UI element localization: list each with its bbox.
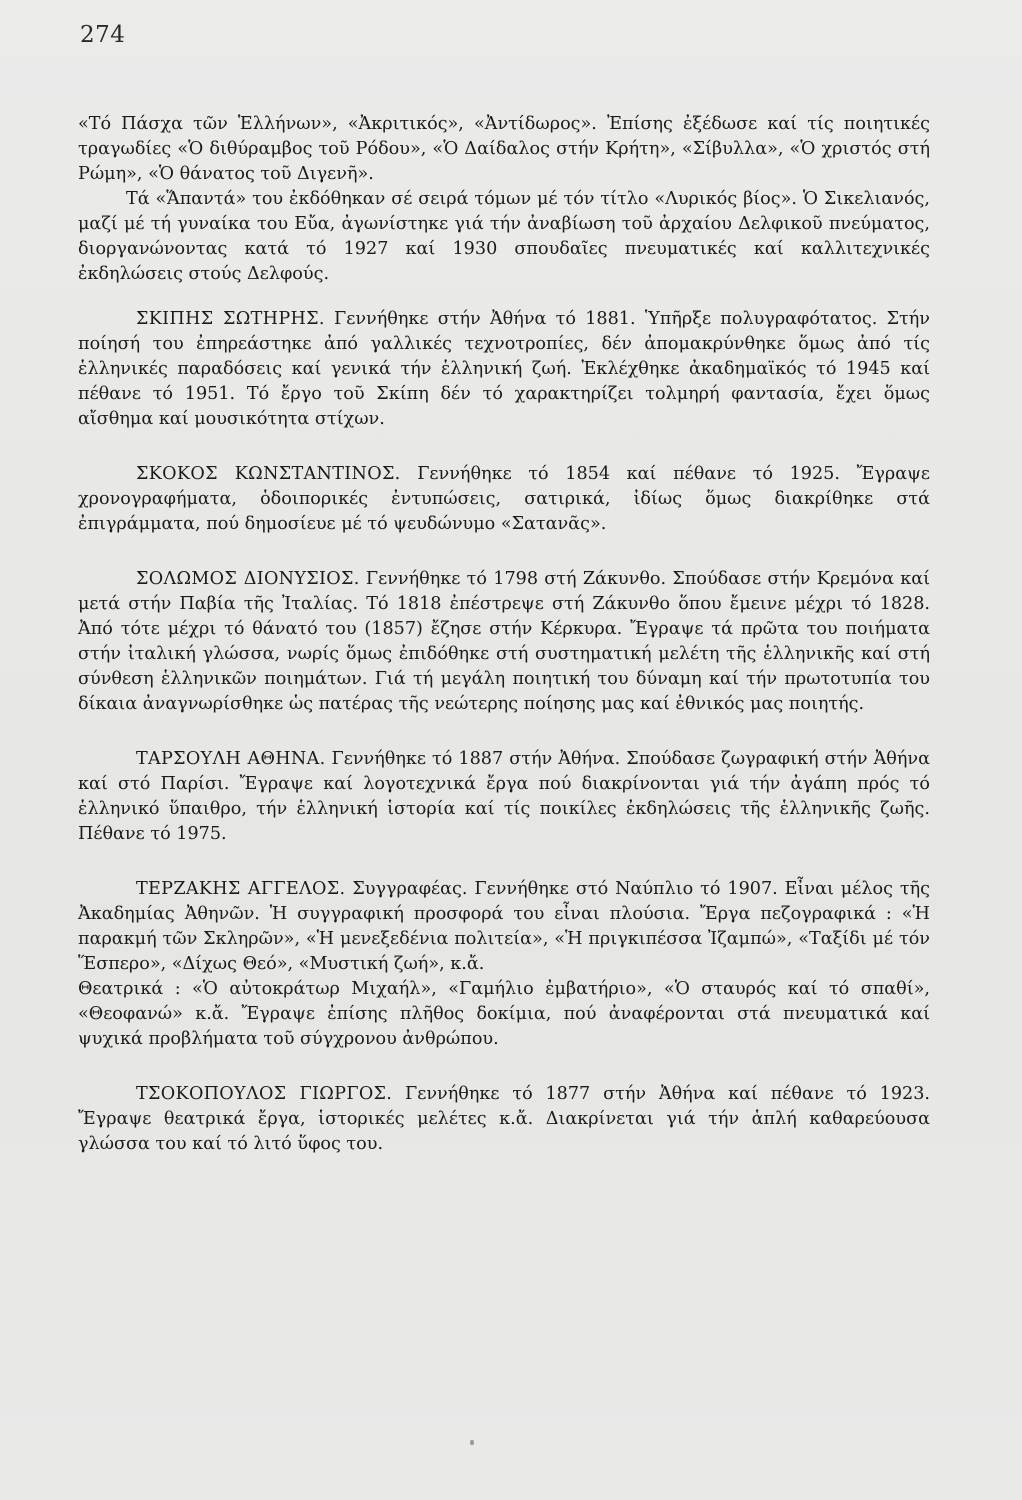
entry-text: Γεννήθηκε στήν Ἀθήνα τό 1881. Ὑπῆρξε πολυγραφότατος. Στήν ποίησή του ἐπηρεάστηκε ἀπό γαλλικές τεχνοτροπίες, δέν ἀπομακρύνθηκε ὅμως ἀπό τίς ἑλληνικές παραδόσεις καί γενικά τήν ἑλληνική ζωή. Ἐκλέχθηκε ἀκαδημαϊκός τό 1945 καί πέθανε τό 1951. Τό ἔργο τοῦ Σκίπη δέν τό χαρακτηρίζει τολμηρή φαντασία, ἔχει ὅμως αἴσθημα καί μουσικότητα στίχων.: [78, 309, 931, 429]
entry-name: ΣΚΟΚΟΣ ΚΩΝΣΤΑΝΤΙΝΟΣ.: [136, 464, 401, 484]
entry-name: ΣΟΛΩΜΟΣ ΔΙΟΝΥΣΙΟΣ.: [136, 569, 360, 589]
entry-text: Γεννήθηκε τό 1877 στήν Ἀθήνα καί πέθανε τό 1923. Ἔγραψε θεατρικά ἔργα, ἱστορικές μελέτες κ.ἄ. Διακρίνεται γιά τήν ἁπλή καθαρεύουσα γλώσσα του καί τό λιτό ὕφος του.: [78, 1084, 930, 1154]
print-speck: [470, 1440, 474, 1445]
entry-terzakis: [78, 877, 930, 1052]
entry-paragraph: [78, 462, 930, 537]
page-number: 274: [80, 22, 126, 48]
entry-skokos: [78, 462, 930, 537]
entry-paragraph: [78, 567, 930, 717]
entry-skipis: [78, 307, 930, 432]
entry-name: ΣΚΙΠΗΣ ΣΩΤΗΡΗΣ.: [136, 309, 325, 329]
entry-paragraph: [78, 307, 930, 432]
entry-name: ΤΑΡΣΟΥΛΗ ΑΘΗΝΑ.: [136, 749, 326, 769]
intro-paragraph-2: Τά «Ἅπαντά» του ἐκδόθηκαν σέ σειρά τόμων μέ τόν τίτλο «Λυρικός βίος». Ὁ Σικελιανός, μαζί μέ τή γυναίκα του Εὔα, ἀγωνίστηκε γιά τήν ἀναβίωση τοῦ ἀρχαίου Δελφικοῦ πνεύματος, διοργανώνοντας κατά τό 1927 καί 1930 σπουδαῖες πνευματικές καί καλλιτεχνικές ἐκδηλώσεις στούς Δελφούς.: [78, 189, 930, 284]
entry-tsokopoulos: [78, 1082, 930, 1157]
entry-paragraph-2: Θεατρικά : «Ὁ αὐτοκράτωρ Μιχαήλ», «Γαμήλιο ἐμβατήριο», «Ὁ σταυρός καί τό σπαθί», «Θεοφανώ» κ.ἄ. Ἔγραψε ἐπίσης πλῆθος δοκίμια, πού ἀναφέρονται στά πνευματικά καί ψυχικά προβλήματα τοῦ σύγχρονου ἀνθρώπου.: [78, 979, 930, 1049]
text-column: [78, 112, 930, 1157]
entry-paragraph: [78, 877, 930, 977]
entry-solomos: [78, 567, 930, 717]
entry-text: Γεννήθηκε τό 1854 καί πέθανε τό 1925. Ἔγραψε χρονογραφήματα, ὁδοιπορικές ἐντυπώσεις, σατιρικά, ἰδίως ὅμως διακρίθηκε στά ἐπιγράμματα, πού δημοσίευε μέ τό ψευδώνυμο «Σατανᾶς».: [78, 464, 930, 534]
entry-paragraph: [78, 1082, 930, 1157]
entry-text: Γεννήθηκε τό 1798 στή Ζάκυνθο. Σπούδασε στήν Κρεμόνα καί μετά στήν Παβία τῆς Ἰταλίας. Τό 1818 ἐπέστρεψε στή Ζάκυνθο ὅπου ἔμεινε μέχρι τό 1828. Ἀπό τότε μέχρι τό θάνατό του (1857) ἔζησε στήν Κέρκυρα. Ἔγραψε τά πρῶτα του ποιήματα στήν ἰταλική γλώσσα, νωρίς ὅμως ἐπιδόθηκε στή συστηματική μελέτη τῆς ἑλληνικῆς καί στή σύνθεση ἑλληνικῶν ποιημάτων. Γιά τή μεγάλη ποιητική του δύναμη καί τήν πρωτοτυπία του δίκαια ἀναγνωρίσθηκε ὡς πατέρας τῆς νεώτερης ποίησης μας καί ἐθνικός μας ποιητής.: [78, 569, 930, 714]
entry-paragraph: [78, 747, 930, 847]
entry-text: Γεννήθηκε τό 1887 στήν Ἀθήνα. Σπούδασε ζωγραφική στήν Ἀθήνα καί στό Παρίσι. Ἔγραψε καί λογοτεχνικά ἔργα πού διακρίνονται γιά τήν ἀγάπη πρός τό ἑλληνικό ὕπαιθρο, τήν ἑλληνική ἱστορία καί τίς ποικίλες ἐκδηλώσεις τῆς ἑλληνικῆς ζωῆς. Πέθανε τό 1975.: [78, 749, 931, 844]
entry-name: ΤΕΡΖΑΚΗΣ ΑΓΓΕΛΟΣ.: [136, 879, 346, 899]
entry-text: Συγγραφέας. Γεννήθηκε στό Ναύπλιο τό 1907. Εἶναι μέλος τῆς Ἀκαδημίας Ἀθηνῶν. Ἡ συγγραφική προσφορά του εἶναι πλούσια. Ἔργα πεζογραφικά : «Ἡ παρακμή τῶν Σκληρῶν», «Ἡ μενεξεδένια πολιτεία», «Ἡ πριγκιπέσσα Ἰζαμπώ», «Ταξίδι μέ τόν Ἕσπερο», «Δίχως Θεό», «Μυστική ζωή», κ.ἄ.: [78, 879, 930, 974]
intro-paragraph-1: «Τό Πάσχα τῶν Ἑλλήνων», «Ἀκριτικός», «Ἀντίδωρος». Ἐπίσης ἐξέδωσε καί τίς ποιητικές τραγωδίες «Ὁ διθύραμβος τοῦ Ρόδου», «Ὁ Δαίδαλος στήν Κρήτη», «Σίβυλλα», «Ὁ χριστός στή Ρώμη», «Ὁ θάνατος τοῦ Διγενῆ».: [78, 114, 930, 184]
entry-name: ΤΣΟΚΟΠΟΥΛΟΣ ΓΙΩΡΓΟΣ.: [136, 1084, 393, 1104]
entry-tarsouli: [78, 747, 930, 847]
